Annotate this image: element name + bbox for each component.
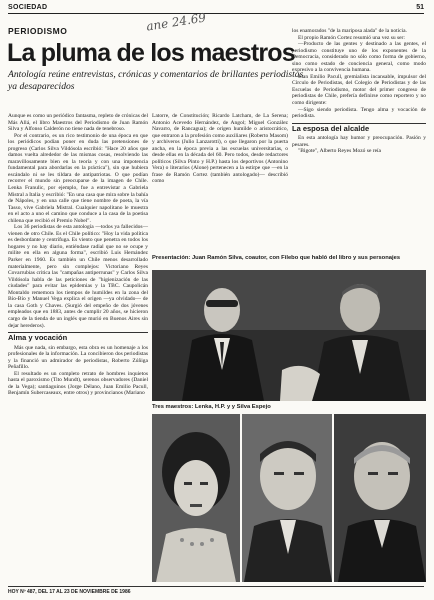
footer-rule — [8, 586, 424, 587]
footer-issue: HOY Nº 487, DEL 17 AL 23 DE NOVIEMBRE DE 1986 — [8, 589, 131, 595]
subhead-esposa: La esposa del alcalde — [292, 123, 370, 133]
photo2-caption: Tres maestros: Lenka, H.P. y y Silva Espejo — [152, 404, 271, 410]
paragraph: los enamorados "de la mariposa alada" de la noticia. — [292, 28, 407, 34]
paragraph: —Producto de las gentes y destinado a las gentes, el periodismo constituye uno de los exponentes de la Democracia, considerado no sólo como forma de gobierno, sino como estado de conciencia general, como modo expresivo a la convivencia humana. — [292, 41, 426, 74]
column-1 — [8, 113, 148, 397]
header-rule — [8, 13, 424, 14]
paragraph: El propio Ramón Cortez resumió una vez su ser: — [298, 34, 405, 41]
paragraph: Más que nada, sin embargo, esta obra es un homenaje a los profesionales de la información. La concibieron dos periodistas y la financió un admirador de periodistas, Roberto Zúñiga Peñafillo. — [8, 344, 148, 371]
subhead-alma: Alma y vocación — [8, 333, 68, 343]
kicker: PERIODISMO — [8, 26, 68, 36]
paragraph: —Sigo siendo periodista. Tengo alma y vocación de periodista. — [292, 106, 426, 120]
photo-silva-espejo — [334, 414, 426, 582]
paragraph: Juan Emilio Pacull, gremialista incansable, impulsor del Círculo de Periodistas, del Colegio de Periodistas y de las Escuelas de Periodismo, motor del primer congreso de periodistas de Chile, prefería definirse como reportero y no como dirigente: — [292, 73, 426, 107]
paragraph: Por el contrario, es un rico testimonio de una época en que los periódicos podían poner en duda las pretensiones de progreso (Carlos Silva Vildósola escribió: "Hace 20 años que damos vuelta alrededor de las mismas cosas, resolviendo las maravillosamente bien en la teoría y con una impotencia fundamental para abordarlas en la práctica"), sin que hubiera escándalo ni se les tildara de antipatriotas. O que podían recorrer el mundo sin preocuparse de la imagen de Chile. Lenka Franulic, por ejemplo, fue a entrevistar a Gabriela Mistral a Italia y escribió: "En una casa que mira sobre la bahía de Nápoles, y en una calle que tiene nombre de poeta, la vía Tasso, vive Gabriela Mistral. Cualquier napolitano le muestra en el acto a uno el camino que conduce a la casa de la poetisa chilena que recibió el Premio Nobel". — [8, 132, 148, 224]
section-label: SOCIEDAD — [8, 4, 48, 11]
subheadline: Antología reúne entrevistas, crónicas y comentarios de brillantes periodistas ya desaparecidos — [8, 69, 304, 92]
paragraph: En esta antología hay humor y preocupación. Pasión y pesares. — [292, 135, 426, 148]
column-2 — [152, 113, 288, 185]
paragraph: "Bigote", Alberto Reyes Mozó se reía — [298, 148, 381, 155]
paragraph: Los 36 periodistas de esta antología —todos ya fallecidos— vienen de otro Chile. Es el Chile político: "Hoy la vida política es desbordante y centrífuga. Es viento que penetra en todos los hogares y no hay diario, entiéndase radial que no se ocupe y milite en ella en alguna forma", escribió Luis Hernández Parker en 1960. Es también un Chile menos desarrollado materialmente, pero sin complejos: Victoriano Reyes Covarrubias critica las "campañas antiperrunas" y Carlos Silva Vildósola habla de las peticiones de "higienización de las ciudades" para evitar las epidemias y la TBC. Caupolicán Montaldo rememora los tiempos de humildes en la zona del Bío-Bío y Manuel Vega explica el origen —ya olvidado— de la casa Goth y Chaves. (Surgió del empeño de dos jóvenes empleados que en 1883, antes de cumplir 20 años, se hicieron cargo de la tienda de un inglés que murió en Buenos Aires sin dejar herederos). — [8, 224, 148, 329]
headline: La pluma de los maestros — [7, 39, 295, 67]
paragraph: Latorre, de Constitución; Ricardo Latcham, de La Serena; Antonio Acevedo Hernández, de Angol; Miguel González Navarro, de Rancagua); de origen humilde o aristocrático, que entraron a la profesión como auxiliares (Roberto Masom) y archiveros (Julio Lanzarotti), o que llegaron por la puerta ancha, en la época previa a las escuelas universitarias, o desde ellas en la década del 60. Pero todos, desde redactores políticos (Silva Pinto y H.P.) hasta los deportivos (Antonino Vera) o literarios (Alone) pertenecen a la estirpe que —en la frase de Ramón Cortez (también antologado)— describió como — [152, 113, 288, 185]
photo1-caption: Presentación: Juan Ramón Silva, coautor, con Filebo que habló del libro y sus personajes — [152, 255, 401, 261]
paragraph: Aunque es como un periódico fantasma, repleto de crónicas del Más Allá, el libro Maestros del Periodismo de Juan Ramón Silva y Alfonso Calderón no tiene nada de tenebroso. — [8, 113, 148, 133]
photo-presentation — [152, 270, 426, 401]
handwritten-stamp: ane 24.69 — [145, 10, 207, 34]
paragraph: El resultado es un completo retrato de hombres inquietos hasta el paroxismo (Tito Mundt), serenos observadores (Daniel de la Vega); santiaguinos (Jorge Délano, Juan Emilio Pacull, Benjamín Subercaseaux, entre otros) y provincianos (Mariano — [8, 370, 148, 397]
photo-lenka — [152, 414, 240, 582]
photo-hp — [242, 414, 332, 582]
page-number: 51 — [416, 4, 424, 11]
column-3 — [292, 28, 426, 155]
